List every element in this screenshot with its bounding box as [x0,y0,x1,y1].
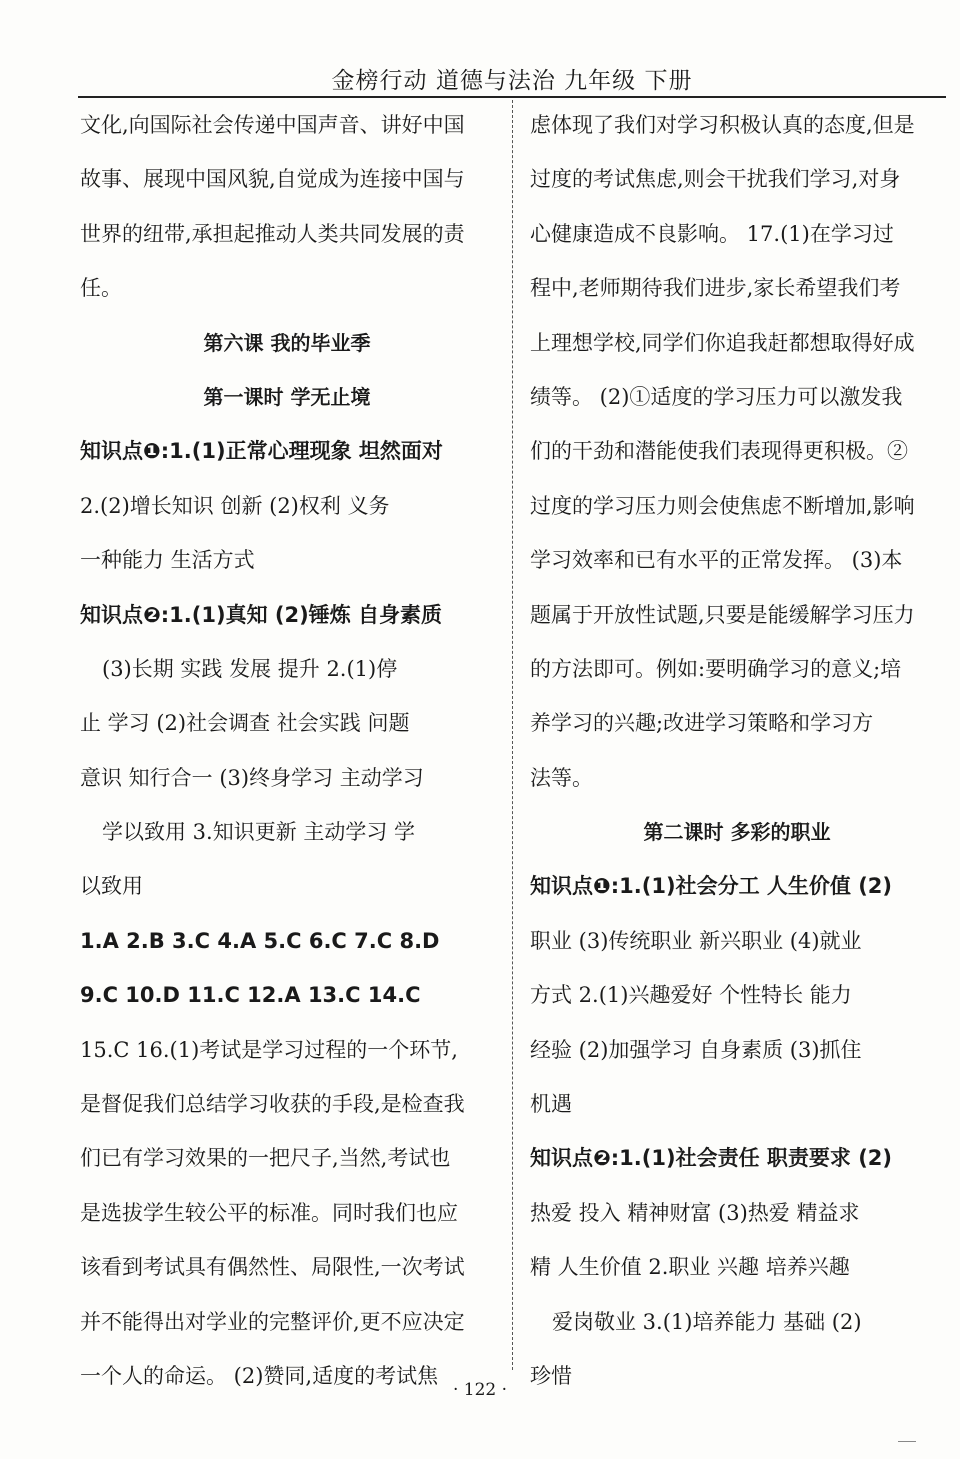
text-line: 学以致用 3.知识更新 主动学习 学 [102,820,416,845]
text-line: 法等。 [530,765,593,790]
section-heading: 第一课时 学无止境 [203,384,371,409]
text-line: 一个人的命运。 (2)赞同,适度的考试焦 [80,1363,439,1388]
text-line: 经验 (2)加强学习 自身素质 (3)抓住 [530,1037,862,1062]
text-line: 学习效率和已有水平的正常发挥。 (3)本 [530,548,903,573]
text-line: 任。 [80,276,122,301]
text-line: 职业 (3)传统职业 新兴职业 (4)就业 [530,928,862,953]
text-line: 以致用 [80,874,143,899]
text-line: 的方法即可。例如:要明确学习的意义;培 [530,656,902,681]
text-line: 虑体现了我们对学习积极认真的态度,但是 [530,113,915,137]
text-line: 方式 2.(1)兴趣爱好 个性特长 能力 [530,983,852,1008]
text-line: 15.C 16.(1)考试是学习过程的一个环节, [80,1037,458,1062]
text-line: 绩等。 (2)①适度的学习压力可以激发我 [530,384,903,409]
text-line: 一种能力 生活方式 [80,548,255,573]
text-line: 并不能得出对学业的完整评价,更不应决定 [80,1309,465,1334]
text-line: 珍惜 [530,1363,572,1388]
text-line: 们的干劲和潜能使我们表现得更积极。② [530,439,908,464]
corner-mark [898,1441,916,1442]
text-line: 们已有学习效果的一把尺子,当然,考试也 [80,1146,451,1171]
text-line: 意识 知行合一 (3)终身学习 主动学习 [80,765,424,790]
text-line: 止 学习 (2)社会调查 社会实践 问题 [80,711,410,736]
text-line: 过度的考试焦虑,则会干扰我们学习,对身 [530,167,901,192]
text-line: 热爱 投入 精神财富 (3)热爱 精益求 [530,1200,860,1225]
lesson-heading: 第六课 我的毕业季 [203,330,371,355]
text-line: 爱岗敬业 3.(1)培养能力 基础 (2) [552,1309,862,1334]
text-line: 世界的纽带,承担起推动人类共同发展的责 [80,221,465,246]
knowledge-point-line: 知识点❶:1.(1)社会分工 人生价值 (2) [530,874,893,899]
text-line: 过度的学习压力则会使焦虑不断增加,影响 [530,493,915,518]
knowledge-point-line: 知识点❶:1.(1)正常心理现象 坦然面对 [80,439,443,464]
text-line: 程中,老师期待我们进步,家长希望我们考 [530,276,901,301]
text-line: 精 人生价值 2.职业 兴趣 培养兴趣 [530,1255,850,1280]
text-line: 文化,向国际社会传递中国声音、讲好中国 [80,113,465,137]
knowledge-point-line: 知识点❷:1.(1)社会责任 职责要求 (2) [530,1146,893,1171]
knowledge-point-line: 知识点❷:1.(1)真知 (2)锤炼 自身素质 [80,602,443,627]
text-line: 故事、展现中国风貌,自觉成为连接中国与 [80,167,465,192]
text-line: 是选拔学生较公平的标准。同时我们也应 [80,1200,458,1225]
text-line: 2.(2)增长知识 创新 (2)权利 义务 [80,493,390,518]
column-divider [512,100,513,1370]
answer-key-line: 1.A 2.B 3.C 4.A 5.C 6.C 7.C 8.D [80,928,440,953]
text-line: 心健康造成不良影响。 17.(1)在学习过 [530,221,894,246]
text-line: 机遇 [530,1092,572,1117]
text-line: (3)长期 实践 发展 提升 2.(1)停 [102,656,398,681]
answer-key-line: 9.C 10.D 11.C 12.A 13.C 14.C [80,983,421,1008]
text-line: 上理想学校,同学们你追我赶都想取得好成 [530,330,915,355]
left-column [80,98,494,1403]
right-column [530,98,944,1403]
section-heading: 第二课时 多彩的职业 [643,820,831,845]
text-line: 该看到考试具有偶然性、局限性,一次考试 [80,1255,465,1280]
text-line: 养学习的兴趣;改进学习策略和学习方 [530,711,874,736]
running-header: 金榜行动 道德与法治 九年级 下册 [331,68,693,94]
page-number: · 122 · [452,1380,508,1400]
text-line: 是督促我们总结学习收获的手段,是检查我 [80,1092,465,1117]
text-line: 题属于开放性试题,只要是能缓解学习压力 [530,602,915,627]
